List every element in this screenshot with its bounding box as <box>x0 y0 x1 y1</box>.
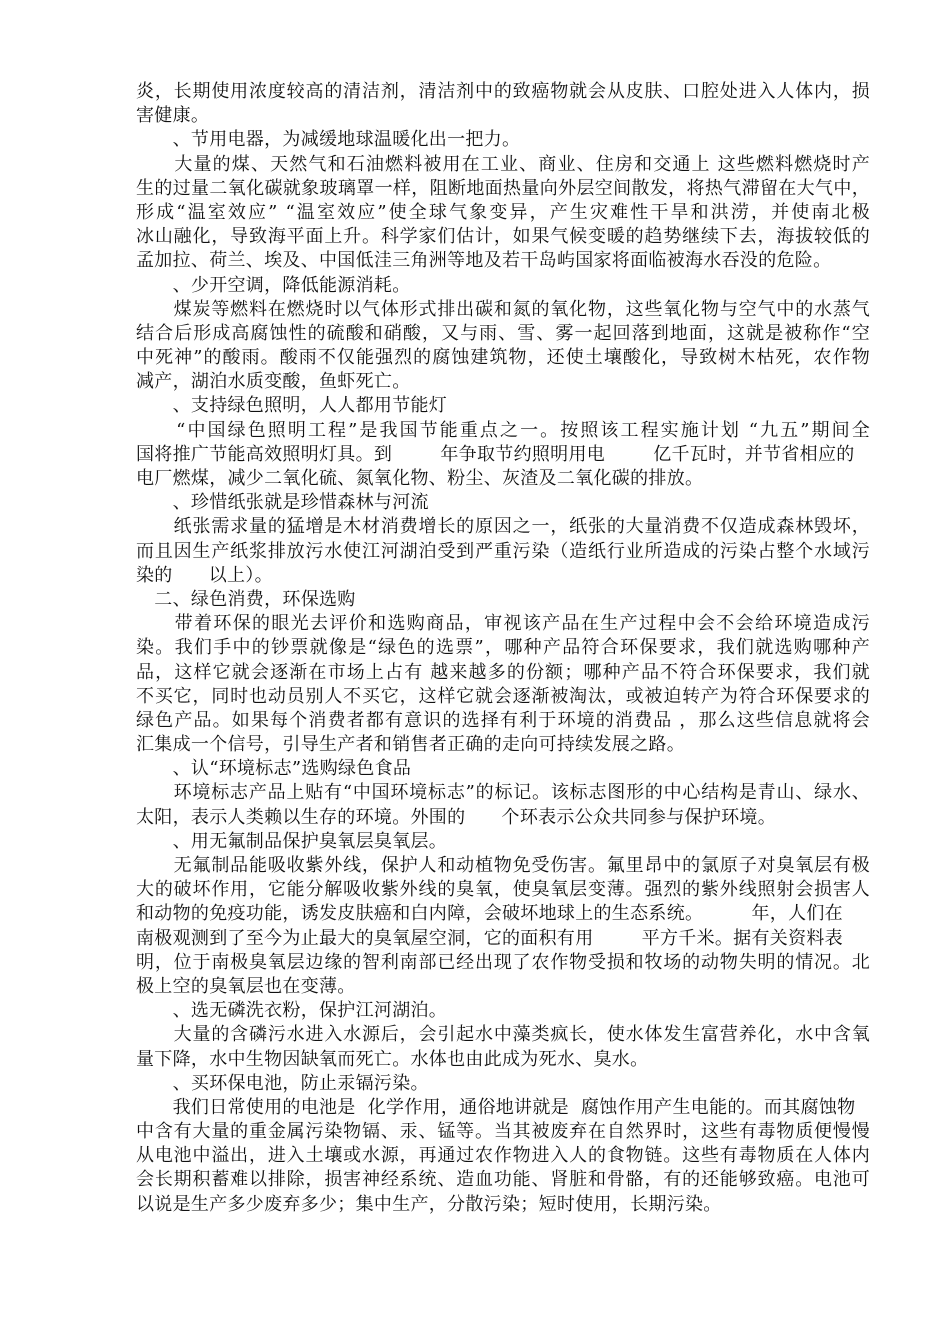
section-heading: 、买环保电池，防止汞镉污染。 <box>136 1072 429 1094</box>
text-line: 国将推广节能高效照明灯具。到 年争取节约照明用电 亿千瓦时，并节省相应的 <box>136 443 855 465</box>
text-line: 从电池中溢出，进入土壤或水源，再通过农作物进入人的食物链。这些有毒物质在人体内 <box>136 1145 870 1167</box>
section-heading: 、节用电器，为减缓地球温暖化出一把力。 <box>136 129 521 151</box>
text-line: 结合后形成高腐蚀性的硫酸和硝酸，又与雨、雪、雾一起回落到地面，这就是被称作“空 <box>136 322 870 344</box>
text-line: 会长期积蓄难以排除，损害神经系统、造血功能、肾脏和骨骼，有的还能够致癌。电池可 <box>136 1169 870 1191</box>
text-line: 生的过量二氧化碳就象玻璃罩一样，阻断地面热量向外层空间散发，将热气滞留在大气中， <box>136 177 870 199</box>
section-heading: 、选无磷洗衣粉，保护江河湖泊。 <box>136 1000 448 1022</box>
text-line: 中死神”的酸雨。酸雨不仅能强烈的腐蚀建筑物，还使土壤酸化，导致树木枯死，农作物 <box>136 347 870 369</box>
text-line: 而且因生产纸浆排放污水使江河湖泊受到严重污染（造纸行业所造成的污染占整个水域污 <box>136 540 870 562</box>
text-line: 孟加拉、荷兰、埃及、中国低洼三角洲等地及若干岛屿国家将面临被海水吞没的危险。 <box>136 250 832 272</box>
text-line: 纸张需求量的猛增是木材消费增长的原因之一，纸张的大量消费不仅造成森林毁坏， <box>136 516 870 538</box>
text-line: 太阳，表示人类赖以生存的环境。外围的 个环表示公众共同参与保护环境。 <box>136 806 777 828</box>
text-line: 煤炭等燃料在燃烧时以气体形式排出碳和氮的氧化物，这些氧化物与空气中的水蒸气 <box>136 298 870 320</box>
text-line: 以说是生产多少废弃多少；集中生产，分散污染；短时使用，长期污染。 <box>136 1193 722 1215</box>
text-line: “中国绿色照明工程”是我国节能重点之一。按照该工程实施计划 “九五”期间全 <box>136 419 870 441</box>
text-line: 电厂燃煤，减少二氧化硫、氮氧化物、粉尘、灰渣及二氧化碳的排放。 <box>136 468 704 489</box>
text-line: 带着环保的眼光去评价和选购商品，审视该产品在生产过程中会不会给环境造成污 <box>136 613 870 635</box>
text-line: 形成“温室效应” “温室效应”使全球气象变异，产生灾难性干旱和洪涝，并使南北极 <box>136 201 870 223</box>
text-line: 品，这样它就会逐渐在市场上占有 越来越多的份额；哪种产品不符合环保要求，我们就 <box>136 661 870 683</box>
section-heading: 、用无氟制品保护臭氧层臭氧层。 <box>136 830 448 852</box>
section-heading: 、珍惜纸张就是珍惜森林与河流 <box>136 492 429 514</box>
text-line: 量下降，水中生物因缺氧而死亡。水体也由此成为死水、臭水。 <box>136 1048 649 1070</box>
text-line: 减产，湖泊水质变酸，鱼虾死亡。 <box>136 371 411 393</box>
text-line: 大量的煤、天然气和石油燃料被用在工业、商业、住房和交通上 这些燃料燃烧时产 <box>136 153 870 175</box>
text-line: 南极观测到了至今为止最大的臭氧屋空洞，它的面积有用 平方千米。据有关资料表 <box>136 927 843 949</box>
text-line: 汇集成一个信号，引导生产者和销售者正确的走向可持续发展之路。 <box>136 734 685 756</box>
text-line: 环境标志产品上贴有“中国环境标志”的标记。该标志图形的中心结构是青山、绿水、 <box>136 782 870 804</box>
text-line: 中含有大量的重金属污染物镉、汞、锰等。当其被废弃在自然界时，这些有毒物质便慢慢 <box>136 1121 870 1143</box>
text-line: 极上空的臭氧层也在变薄。 <box>136 975 356 997</box>
text-line: 冰山融化，导致海平面上升。科学家们估计，如果气候变暖的趋势继续下去，海拔较低的 <box>136 226 870 248</box>
text-line: 绿色产品。如果每个消费者都有意识的选择有利于环境的消费品 ，那么这些信息就将会 <box>136 709 870 731</box>
text-line: 明，位于南极臭氧层边缘的智利南部已经出现了农作物受损和牧场的动物失明的情况。北 <box>136 951 870 973</box>
section-heading: 二、绿色消费，环保选购 <box>136 588 356 610</box>
text-line: 无氟制品能吸收紫外线，保护人和动植物免受伤害。氟里昂中的氯原子对臭氧层有极 <box>136 855 870 876</box>
section-heading: 、认“环境标志”选购绿色食品 <box>136 758 412 780</box>
text-line: 大的破坏作用，它能分解吸收紫外线的臭氧，使臭氧层变薄。强烈的紫外线照射会损害人 <box>136 879 870 901</box>
text-line: 不买它，同时也动员别人不买它，这样它就会逐渐被淘汰，或被迫转产为符合环保要求的 <box>136 685 870 707</box>
text-line: 大量的含磷污水进入水源后，会引起水中藻类疯长，使水体发生富营养化，水中含氧 <box>136 1024 870 1046</box>
text-line: 和动物的免疫功能，诱发皮肤癌和白内障，会破坏地球上的生态系统。 年，人们在 <box>136 903 843 925</box>
text-line: 害健康。 <box>136 105 210 127</box>
text-line: 染。我们手中的钞票就像是“绿色的选票”，哪种产品符合环保要求，我们就选购哪种产 <box>136 637 870 659</box>
text-line: 炎，长期使用浓度较高的清洁剂，清洁剂中的致癌物就会从皮肤、口腔处进入人体内，损 <box>136 81 870 102</box>
text-line: 我们日常使用的电池是 化学作用，通俗地讲就是 腐蚀作用产生电能的。而其腐蚀物 <box>136 1096 856 1118</box>
section-heading: 、支持绿色照明，人人都用节能灯 <box>136 395 448 417</box>
text-line: 染的 以上）。 <box>136 564 273 586</box>
section-heading: 、少开空调，降低能源消耗。 <box>136 274 411 296</box>
document-body <box>136 80 870 1217</box>
